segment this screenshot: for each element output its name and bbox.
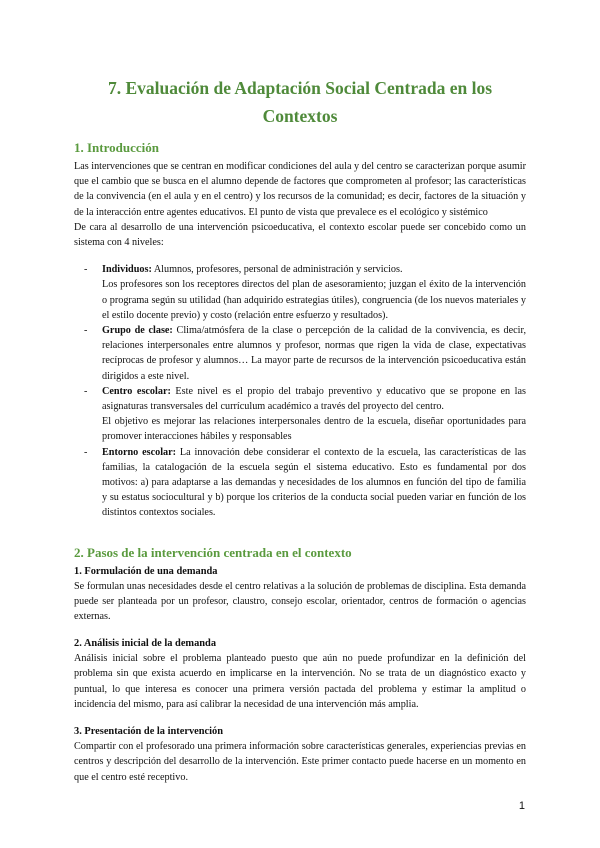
step-gap: [74, 712, 526, 724]
title-line-2: Contextos: [262, 106, 338, 126]
section-heading-steps: 2. Pasos de la intervención centrada en el contexto: [74, 544, 352, 560]
step-title: 2. Análisis inicial de la demanda: [74, 638, 217, 650]
step-text: Compartir con el profesorado una primera información sobre características generales, experiencias previas en centros y descripción del desarrollo de la intervención. Este primer contacto puede hacerse en un momento en que el centro esté receptivo.: [74, 741, 526, 783]
document-title: [74, 0, 526, 130]
list-item: [92, 262, 526, 323]
level-term: Entorno escolar:: [102, 446, 177, 458]
step-title: 1. Formulación de una demanda: [74, 565, 218, 577]
level-extra: El objetivo es mejorar las relaciones interpersonales dentro de la escuela, diseñar oportunidades para promover interacciones hábiles y responsables: [102, 416, 526, 443]
context-levels-list: [74, 262, 526, 520]
level-extra: Los profesores son los receptores directos del plan de asesoramiento; juzgan el éxito de la intervención o programa según su utilidad (han adquirido estrategias útiles), congruencia (de los nuevos materiales y el estilo docente previo) y costo (relación entre esfuerzo y resultados).: [102, 279, 526, 321]
level-text: Este nivel es el propio del trabajo preventivo y educativo que se propone en las asignaturas transversales del currículum académico a través del proyecto del centro.: [102, 385, 526, 413]
list-item: [92, 384, 526, 445]
step-title: 3. Presentación de la intervención: [74, 726, 224, 738]
level-text: Alumnos, profesores, personal de administración y servicios.: [151, 264, 403, 276]
section-heading-introduction: 1. Introducción: [74, 140, 159, 155]
list-item: [92, 323, 526, 384]
step-text: Se formulan unas necesidades desde el centro relativas a la solución de problemas de disciplina. Esta demanda puede ser planteada por un profesor, claustro, consejo escolar, orientador, centros de formación o agencias externas.: [74, 580, 526, 623]
level-term: Centro escolar:: [102, 385, 171, 397]
level-term: Individuos:: [102, 264, 152, 276]
list-item: [92, 445, 526, 521]
title-line-1: 7. Evaluación de Adaptación Social Centrada en los: [107, 78, 493, 98]
step-text: Análisis inicial sobre el problema planteado puesto que aún no puede profundizar en la definición del problema sin que exista acuerdo en implicarse en la intervención. No se trata de un diagnóstico exacto y puntual, lo que interesa es conocer una primera versión pactada del problema y estimar la amplitud o incidencia del mismo, para así calibrar la necesidad de una intervención más amplia.: [74, 653, 526, 710]
intro-paragraph-2: De cara al desarrollo de una intervención psicoeducativa, el contexto escolar puede ser concebido como un sistema con 4 niveles:: [74, 221, 526, 249]
level-text: Clima/atmósfera de la clase o percepción de la calidad de la convivencia, es decir, relaciones interpersonales entre alumnos y profesor, normas que rigen la vida de clase, expectativas recíprocas de profesor y alumnos… La mayor parte de recursos de la intervención psicoeducativa están dirigidos a este nivel.: [102, 325, 526, 382]
section-spacer: [74, 521, 526, 535]
page-number: 1: [518, 800, 525, 812]
level-text: La innovación debe considerar el contexto de la escuela, las características de las familias, la catalogación de la escuela según el sistema educativo. Esto es fundamental por dos motivos: a) para adaptarse a las demandas y necesidades de los alumnos en función del tipo de familia y su estatus sociocultural y b) porque los criterios de la conducta social pueden variar en función de los distintos contextos sociales.: [102, 446, 526, 519]
intro-paragraph-1: Las intervenciones que se centran en modificar condiciones del aula y del centro se caracterizan porque asumir que el cambio que se busca en el alumno depende de factores que comprometen al profesor; las características de la convivencia (en el aula y en el centro) y los recursos de la comunidad; es decir, factores de la situación y de la interacción entre agentes educativos. El punto de vista que prevalece es el ecológico y sistémico: [74, 161, 527, 218]
step-gap: [74, 624, 526, 636]
level-term: Grupo de clase:: [102, 325, 173, 337]
